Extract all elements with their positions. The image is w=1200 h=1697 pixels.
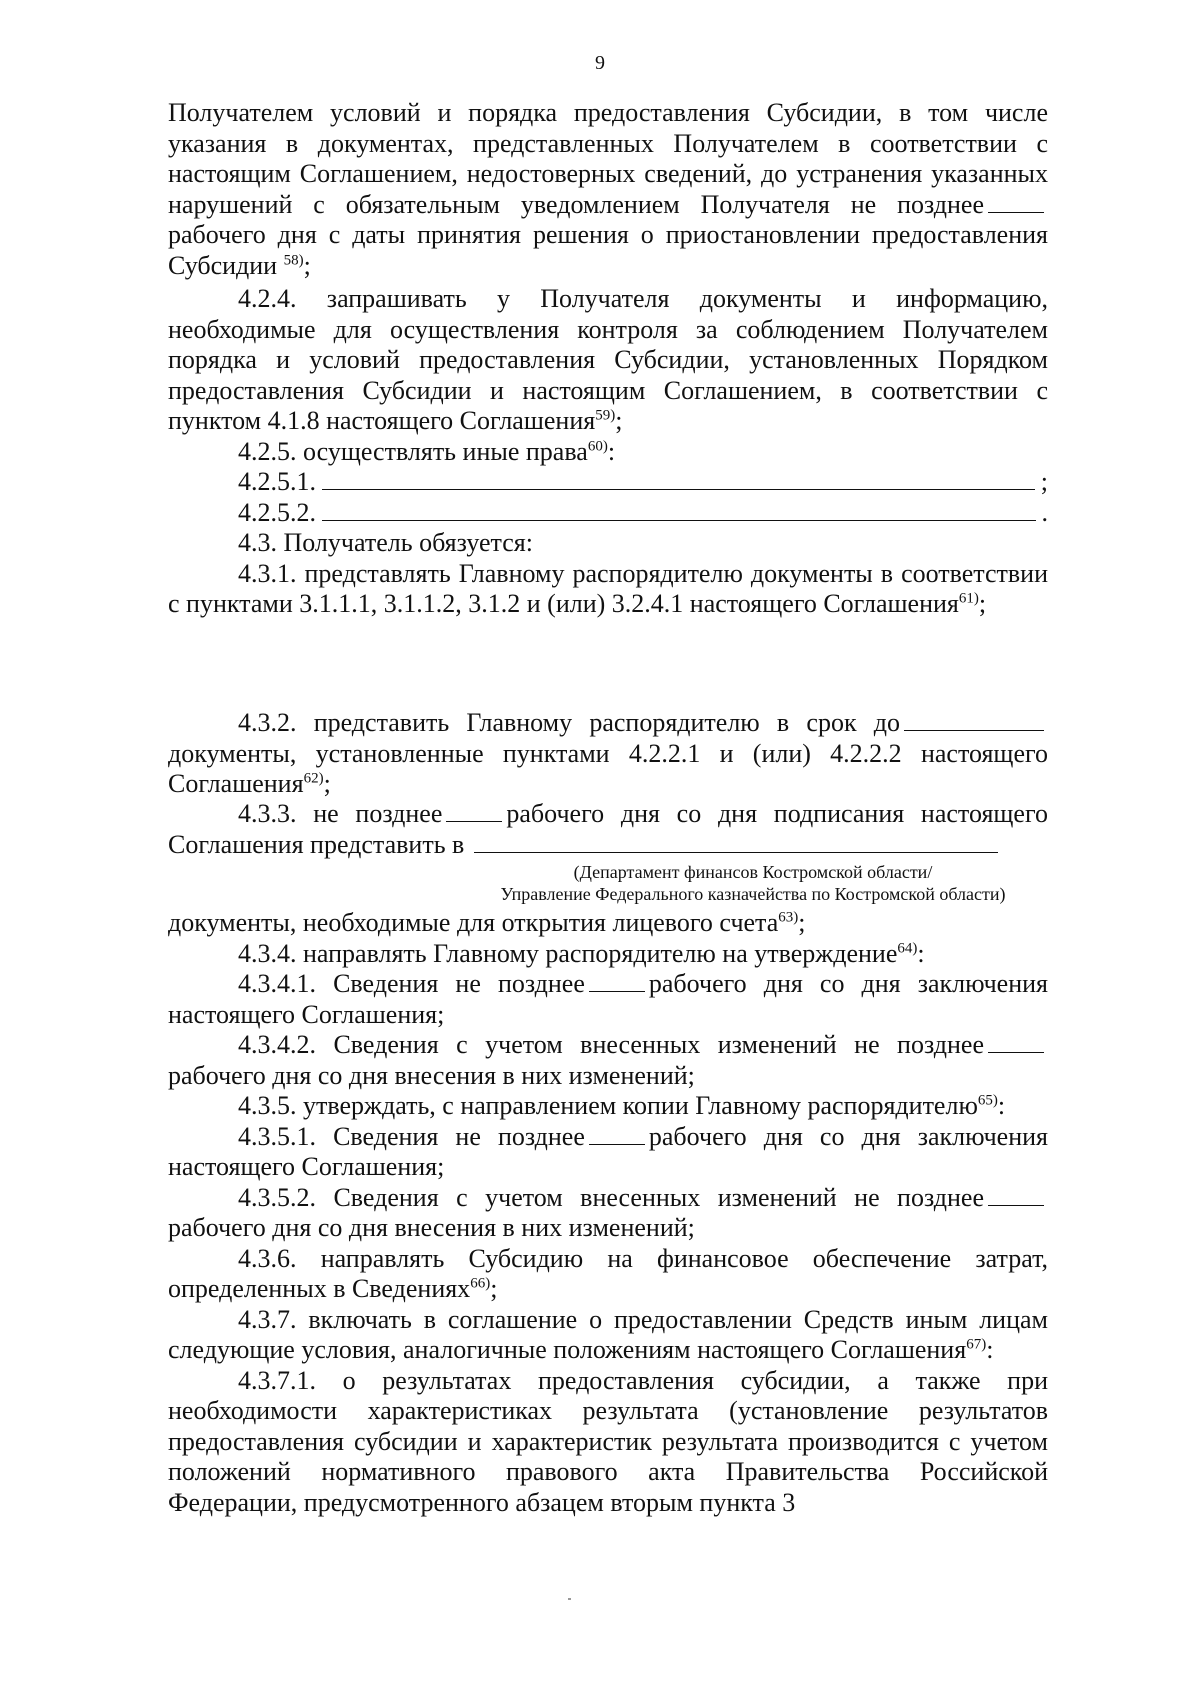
paragraph-4-2-4 (168, 284, 1048, 437)
recipient-hint (168, 861, 1048, 905)
paragraph-text: 4.3.3. не позднее (238, 799, 443, 828)
punct: ; (323, 769, 331, 798)
blank-field[interactable] (988, 1185, 1044, 1206)
recipient-row (168, 830, 1048, 861)
paragraph-4-3-4-1 (168, 969, 1048, 1030)
paragraph-text: 4.3.5.1. Сведения не позднее (238, 1121, 585, 1151)
blank-field[interactable] (589, 1124, 645, 1145)
deadline-field[interactable] (904, 710, 1044, 731)
paragraph-text: рабочего дня со дня заключения настоящего Соглашения; (168, 969, 1048, 1029)
paragraph-4-3-5-2 (168, 1183, 1048, 1244)
page-number: 9 (595, 52, 605, 74)
punct: ; (978, 589, 987, 618)
paragraph-text: 4.3.4.1. Сведения не позднее (238, 969, 585, 998)
recipient-fill-line[interactable] (474, 830, 998, 853)
paragraph-4-3-1 (168, 559, 1048, 620)
text-block-1 (168, 98, 1048, 281)
paragraph-text: 4.3.1. представлять Главному распорядителю документы в соответствии с пунктами 3.1.1.1, 3.1.1.2, 3.1.2 и (или) 3.2.4.1 настоящего Соглашения (168, 558, 1048, 618)
text-block-2 (168, 284, 1048, 620)
punct: ; (490, 1274, 498, 1303)
fill-line[interactable] (322, 467, 1035, 490)
footnote-ref: 63) (778, 909, 799, 926)
paragraph-4-3-4 (168, 939, 1048, 970)
paragraph-text: документы, установленные пунктами 4.2.2.1 и (или) 4.2.2.2 настоящего Соглашения (168, 738, 1048, 798)
footnote-ref: 62) (303, 770, 324, 787)
paragraph-text: рабочего дня со дня внесения в них изменений; (168, 1213, 695, 1242)
paragraph-text: рабочего дня со дня внесения в них изменений; (168, 1060, 695, 1090)
paragraph-text: рабочего дня со дня подписания настоящего Соглашения представить в (168, 799, 1048, 859)
paragraph-text: 4.2.5. осуществлять иные права (238, 436, 588, 466)
paragraph-4-3-7-1: 4.3.7.1. о результатах предоставления субсидии, а также при необходимости характеристиках результата (установление результатов предоставления субсидии и характеристик результата производится с учетом положений нормативного правового акта Правительства Российской Федерации, предусмотренного абзацем вторым пункта 3 (168, 1365, 1048, 1517)
blank-field[interactable] (988, 192, 1044, 213)
blank-field[interactable] (589, 971, 645, 992)
hint-line-1: (Департамент финансов Костромской области/ (573, 862, 933, 882)
text-block-5 (168, 908, 1048, 1518)
paragraph-text: 4.3.7. включать в соглашение о предоставлении Средств иным лицам следующие условия, аналогичные положениям настоящего Соглашения (168, 1304, 1048, 1364)
footnote-ref: 59) (595, 407, 616, 424)
footnote-ref: 64) (897, 939, 918, 956)
hint-line-2: Управление Федерального казначейства по Костромской области) (500, 884, 1006, 904)
punct: ; (615, 406, 623, 435)
paragraph-4-3-3-cont (168, 908, 1048, 939)
paragraph-4-2-5-2 (168, 498, 1048, 529)
paragraph-4-3-2 (168, 708, 1048, 800)
paragraph-4-3-4-2 (168, 1030, 1048, 1091)
punct: ; (798, 908, 806, 937)
footnote-ref: 58) (283, 251, 304, 268)
recipient-line-row (168, 830, 1048, 861)
punct: : (917, 938, 925, 968)
punct: . (1041, 497, 1048, 527)
punct: : (997, 1091, 1006, 1120)
scan-speck (568, 1598, 571, 1600)
item-label: 4.2.5.1. (238, 467, 316, 496)
paragraph-text: 4.3.6. направлять Субсидию на финансовое обеспечение затрат, определенных в Сведениях (168, 1243, 1048, 1303)
paragraph-4-3-5-1 (168, 1122, 1048, 1183)
paragraph-4-3-5 (168, 1091, 1048, 1122)
footnote-ref: 61) (958, 590, 979, 607)
punct: ; (1040, 467, 1048, 496)
paragraph-text: 4.3.4. направлять Главному распорядителю на утверждение (238, 938, 898, 968)
paragraph-4-3-6 (168, 1244, 1048, 1305)
paragraph-text: 4.3.5. утверждать, с направлением копии Главному распорядителю (238, 1091, 978, 1120)
paragraph-4-2-5-1 (168, 467, 1048, 498)
paragraph-4-3: 4.3. Получатель обязуется: (238, 528, 533, 557)
footnote-ref: 67) (966, 1336, 987, 1353)
punct: ; (303, 250, 311, 280)
footnote-ref: 65) (977, 1092, 998, 1109)
paragraph-text: Получателем условий и порядка предоставления Субсидии, в том числе указания в документах, представленных Получателем в соответствии с настоящим Соглашением, недостоверных сведений, до устранения указанных нарушений с обязательным уведомлением Получателя не позднее (168, 98, 1048, 219)
blank-field[interactable] (988, 1032, 1044, 1053)
footnote-ref: 66) (470, 1275, 491, 1292)
fill-line[interactable] (322, 498, 1036, 521)
punct: : (607, 436, 616, 466)
paragraph-text: 4.3.5.2. Сведения с учетом внесенных изменений не позднее (238, 1182, 984, 1212)
text-block-3 (168, 708, 1048, 800)
paragraph-4-2-5 (168, 437, 1048, 468)
paragraph-text: рабочего дня с даты принятия решения о приостановлении предоставления Субсидии (168, 220, 1048, 280)
footnote-ref: 60) (587, 437, 608, 454)
paragraph-continuation (168, 98, 1048, 281)
paragraph-text: 4.3.2. представить Главному распорядителю в срок до (238, 708, 900, 737)
item-label: 4.2.5.2. (238, 497, 316, 527)
paragraph-text: 4.3.4.2. Сведения с учетом внесенных изменений не позднее (238, 1030, 984, 1059)
paragraph-4-3-7 (168, 1305, 1048, 1366)
paragraph-text: документы, необходимые для открытия лицевого счета (168, 908, 779, 937)
punct: : (986, 1335, 994, 1364)
blank-field[interactable] (446, 801, 502, 822)
paragraph-text: 4.2.4. запрашивать у Получателя документы и информацию, необходимые для осуществления контроля за соблюдением Получателем порядка и условий предоставления Субсидии, установленных Порядком предоставления Субсидии и настоящим Соглашением, в соответствии с пунктом 4.1.8 настоящего Соглашения (168, 284, 1048, 435)
paragraph-text: рабочего дня со дня заключения настоящего Соглашения; (168, 1121, 1048, 1181)
